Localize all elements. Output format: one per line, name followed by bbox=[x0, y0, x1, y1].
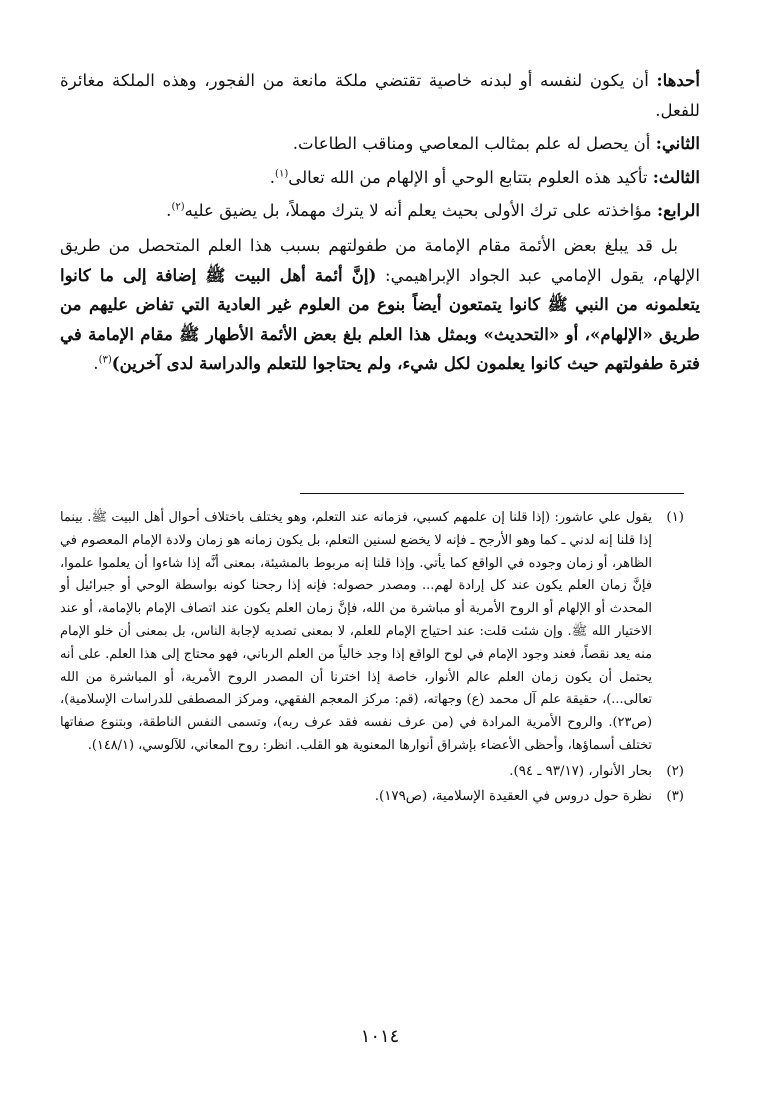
footnote-ref[interactable]: (٣) bbox=[98, 354, 112, 366]
footnote-ref[interactable]: (٢) bbox=[171, 201, 185, 213]
item-label: أحدها: bbox=[656, 70, 700, 90]
footnotes bbox=[60, 507, 684, 811]
paragraph-intro: بل قد يبلغ بعض الأئمة مقام الإمامة من طفولتهم بسبب هذا العلم المتحصل من طريق الإلهام، يقول الإمامي عبد الجواد الإبراهيمي: bbox=[60, 235, 700, 285]
page-number: ١٠١٤ bbox=[360, 1026, 400, 1047]
list-item bbox=[60, 129, 700, 159]
footnote-text: يقول علي عاشور: (إذا قلنا إن علمهم كسبي، فزمانه عند التعلم، وهو يختلف باختلاف أحوال أهل البيت ﷺ. بينما إذا قلنا إنه لدني ـ كما وهو الأرجح ـ فإنه لا يخضع لسنين التعلم، بل يكون زمانه هو زمان ولادة الإمام المعصوم في الظاهر، أو زمان وجوده في الواقع كما يأتي. وإذا قلنا إنه مربوط بالمشيئة، بمعنى أنَّه إذا شاءوا أن يعلموا علموا، فإنَّ زمان العلم يكون عند كل إرادة لهم... ومصدر حصوله: فإنه إذا رجحنا كونه بواسطة الوحي أو جبرائيل أو المحدث أو الإلهام أو الروح الأمرية أو مباشرة من الله، فإنَّ زمان العلم يكون عند اتصاف الإمام بالإمامة، أو عند الاختيار الله ﷺ. وإن شئت قلت: عند احتياج الإمام للعلم، لا بمعنى تصديه لإجابة الناس، بل بمعنى أن خلو الإمام منه يعد نقصاً، فعند وجود الإمام في لوح الواقع إذا وجد خالياً من العلم الرباني، فهو محتاج إلى هذا العلم. على أنه يحتمل أن يكون زمان العلم عالم الأنوار، خاصة إذا اخترنا أن المصدر الروح الأمرية، أو المباشرة من الله تعالى...)، حقيقة علم آل محمد (ع) وجهاته، (قم: مركز المعجم الفقهي، ومركز المصطفى للدراسات الإسلامية)، (ص٢٣). والروح الأمرية المرادة في (من عرف نفسه فقد عرف ربه)، وتسمى النفس الناطقة، وبتنوع صفاتها تختلف أسماؤها، وأحظى الأعضاء بإشراق أنوارها المعنوية هو القلب. انظر: روح المعاني، للآلوسي، (١٤٨/١). bbox=[60, 510, 652, 753]
main-body bbox=[60, 66, 700, 379]
list-item: الرابع: مؤاخذته على ترك الأولى بحيث يعلم أنه لا يترك مهملاً، بل يضيق عليه$^{(٢)}$. bbox=[166, 200, 700, 221]
item-text: مؤاخذته على ترك الأولى بحيث يعلم أنه لا يترك مهملاً، بل يضيق عليه bbox=[184, 201, 657, 221]
footnote bbox=[60, 507, 684, 758]
item-label: الثالث: bbox=[652, 166, 700, 187]
list-item: الثالث: تأكيد هذه العلوم بتتابع الوحي أو الإلهام من الله تعالى$^{(١)}$. bbox=[269, 166, 700, 187]
footnote-number: (٢) bbox=[666, 763, 684, 779]
footnote bbox=[60, 760, 684, 784]
quotation: (إنَّ أئمة أهل البيت ﷺ إضافة إلى ما كانوا يتعلمونه من النبي ﷺ كانوا يتمتعون أيضاً بنوع من العلوم غير العادية التي تفاض عليهم من طريق «الإلهام»، أو «التحديث» وبمثل هذا العلم بلغ بعض الأئمة الأطهار ﷺ مقام الإمامة في فترة طفولتهم حيث كانوا يعلمون لكل شيء، ولم يحتاجوا للتعلم والدراسة لدى آخرين) bbox=[60, 264, 700, 374]
list-item bbox=[60, 66, 700, 125]
item-label: الثاني: bbox=[655, 133, 700, 154]
footnote-number: (٣) bbox=[666, 789, 684, 805]
paragraph: بل قد يبلغ بعض الأئمة مقام الإمامة من طفولتهم بسبب هذا العلم المتحصل من طريق الإلهام، يقول الإمامي عبد الجواد الإبراهيمي: (إنَّ أئمة أهل البيت ﷺ إضافة إلى ما كانوا يتعلمونه من النبي ﷺ كانوا يتمتعون أيضاً بنوع من العلوم غير العادية التي تفاض عليهم من طريق «الإلهام»، أو «التحديث» وبمثل هذا العلم بلغ بعض الأئمة الأطهار ﷺ مقام الإمامة في فترة طفولتهم حيث كانوا يعلمون لكل شيء، ولم يحتاجوا للتعلم والدراسة لدى آخرين)$^{(٣)}$. bbox=[60, 235, 700, 374]
item-text: أن يحصل له علم بمثالب المعاصي ومناقب الطاعات. bbox=[292, 134, 656, 154]
footnote bbox=[60, 785, 684, 809]
item-text: تأكيد هذه العلوم بتتابع الوحي أو الإلهام من الله تعالى bbox=[288, 167, 653, 187]
footnote-ref[interactable]: (١) bbox=[275, 168, 289, 180]
item-text: أن يكون لنفسه أو لبدنه خاصية تقتضي ملكة مانعة من الفجور، وهذه الملكة مغائرة للفعل. bbox=[60, 71, 700, 120]
item-label: الرابع: bbox=[656, 200, 700, 221]
footnote-text: بحار الأنوار، (٩٣/١٧ ـ ٩٤). bbox=[509, 763, 652, 779]
footnote-number: (١) bbox=[666, 510, 684, 525]
footnote-separator bbox=[300, 493, 684, 494]
footnote-text: نظرة حول دروس في العقيدة الإسلامية، (ص١٧٩). bbox=[374, 789, 652, 805]
main-text bbox=[60, 66, 700, 379]
